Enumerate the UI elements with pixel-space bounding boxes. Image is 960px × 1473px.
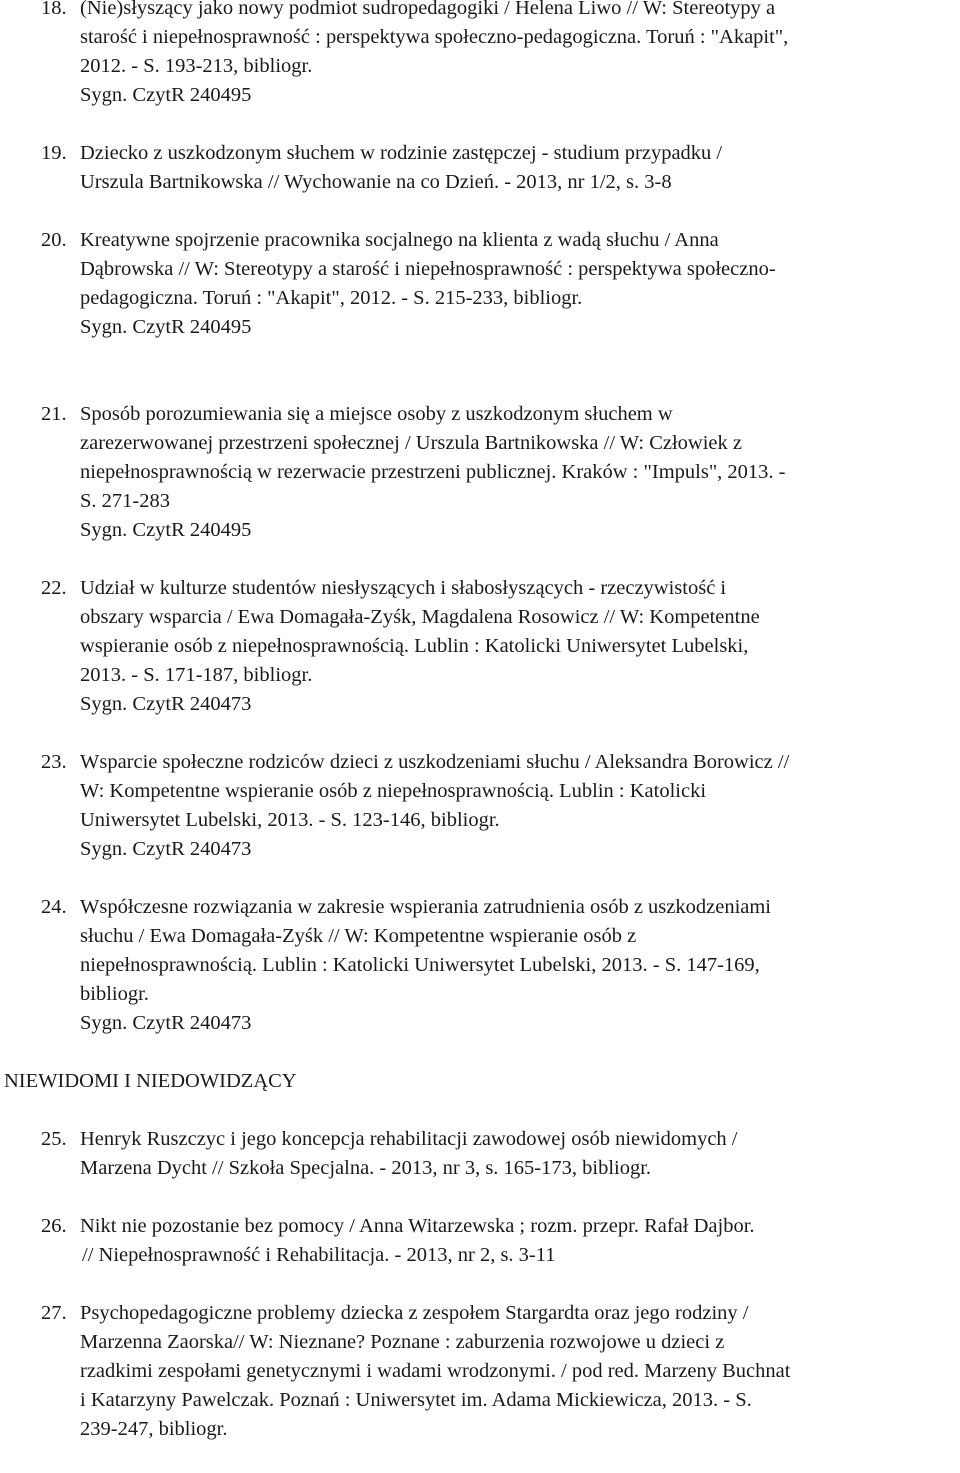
entry-signature: Sygn. CzytR 240473 bbox=[80, 693, 252, 715]
entry-signature: Sygn. CzytR 240495 bbox=[80, 316, 252, 338]
entry-number: 23. bbox=[41, 751, 67, 773]
entry-signature: Sygn. CzytR 240473 bbox=[80, 1012, 252, 1034]
entry-line: Uniwersytet Lubelski, 2013. - S. 123-146, bibliogr. bbox=[80, 809, 500, 831]
entry-line: starość i niepełnosprawność : perspektywa społeczno-pedagogiczna. Toruń : "Akapit", bbox=[80, 26, 789, 48]
entry-line: i Katarzyny Pawelczak. Poznań : Uniwersytet im. Adama Mickiewicza, 2013. - S. bbox=[80, 1389, 752, 1411]
entry-line: Henryk Ruszczyc i jego koncepcja rehabilitacji zawodowej osób niewidomych / bbox=[80, 1128, 738, 1150]
bibliography-entry-21 bbox=[0, 400, 960, 545]
entry-number: 20. bbox=[41, 229, 67, 251]
entry-number: 25. bbox=[41, 1128, 67, 1150]
entry-line: S. 271-283 bbox=[80, 490, 170, 512]
bibliography-entry-27 bbox=[0, 1299, 960, 1444]
entry-line: Nikt nie pozostanie bez pomocy / Anna Witarzewska ; rozm. przepr. Rafał Dajbor. bbox=[80, 1215, 755, 1237]
bibliography-entry-22 bbox=[0, 574, 960, 719]
entry-number: 26. bbox=[41, 1215, 67, 1237]
entry-signature: Sygn. CzytR 240473 bbox=[80, 838, 252, 860]
entry-line: Udział w kulturze studentów niesłyszących i słabosłyszących - rzeczywistość i bbox=[80, 577, 727, 599]
entry-line: Współczesne rozwiązania w zakresie wspierania zatrudnienia osób z uszkodzeniami bbox=[80, 896, 772, 918]
entry-number: 18. bbox=[41, 0, 67, 19]
entry-line: Marzena Dycht // Szkoła Specjalna. - 2013, nr 3, s. 165-173, bibliogr. bbox=[80, 1157, 652, 1179]
bibliography-entry-26 bbox=[0, 1212, 960, 1270]
entry-line: Kreatywne spojrzenie pracownika socjalnego na klienta z wadą słuchu / Anna bbox=[80, 229, 719, 251]
entry-line: Sposób porozumiewania się a miejsce osoby z uszkodzonym słuchem w bbox=[80, 403, 673, 425]
entry-line: Wsparcie społeczne rodziców dzieci z uszkodzeniami słuchu / Aleksandra Borowicz // bbox=[80, 751, 790, 773]
entry-line: // Niepełnosprawność i Rehabilitacja. - 2013, nr 2, s. 3-11 bbox=[82, 1244, 556, 1266]
entry-line: (Nie)słyszący jako nowy podmiot sudropedagogiki / Helena Liwo // W: Stereotypy a bbox=[80, 0, 776, 19]
entry-line: słuchu / Ewa Domagała-Zyśk // W: Kompetentne wspieranie osób z bbox=[80, 925, 637, 947]
entry-number: 22. bbox=[41, 577, 67, 599]
entry-line: obszary wsparcia / Ewa Domagała-Zyśk, Magdalena Rosowicz // W: Kompetentne bbox=[80, 606, 760, 628]
bibliography-entry-23 bbox=[0, 748, 960, 864]
entry-line: Psychopedagogiczne problemy dziecka z zespołem Stargardta oraz jego rodziny / bbox=[80, 1302, 749, 1324]
entry-number: 21. bbox=[41, 403, 67, 425]
entry-line: wspieranie osób z niepełnosprawnością. Lublin : Katolicki Uniwersytet Lubelski, bbox=[80, 635, 749, 657]
entry-signature: Sygn. CzytR 240495 bbox=[80, 84, 252, 106]
entry-line: rzadkimi zespołami genetycznymi i wadami wrodzonymi. / pod red. Marzeny Buchnat bbox=[80, 1360, 791, 1382]
entry-number: 27. bbox=[41, 1302, 67, 1324]
entry-line: 2012. - S. 193-213, bibliogr. bbox=[80, 55, 313, 77]
entry-line: Urszula Bartnikowska // Wychowanie na co Dzień. - 2013, nr 1/2, s. 3-8 bbox=[80, 171, 672, 193]
bibliography-entry-24 bbox=[0, 893, 960, 1038]
bibliography-entry-19 bbox=[0, 139, 960, 197]
entry-line: Dąbrowska // W: Stereotypy a starość i niepełnosprawność : perspektywa społeczno- bbox=[80, 258, 776, 280]
bibliography-entry-18 bbox=[0, 0, 960, 110]
bibliography-entry-20 bbox=[0, 226, 960, 342]
bibliography-entry-25 bbox=[0, 1125, 960, 1183]
entry-line: Marzenna Zaorska// W: Nieznane? Poznane : zaburzenia rozwojowe u dzieci z bbox=[80, 1331, 725, 1353]
entry-line: niepełnosprawnością w rezerwacie przestrzeni publicznej. Kraków : "Impuls", 2013. - bbox=[80, 461, 786, 483]
entry-line: Dziecko z uszkodzonym słuchem w rodzinie zastępczej - studium przypadku / bbox=[80, 142, 723, 164]
entry-line: 2013. - S. 171-187, bibliogr. bbox=[80, 664, 313, 686]
entry-signature: Sygn. CzytR 240495 bbox=[80, 519, 252, 541]
entry-number: 19. bbox=[41, 142, 67, 164]
entry-line: pedagogiczna. Toruń : "Akapit", 2012. - S. 215-233, bibliogr. bbox=[80, 287, 583, 309]
entry-line: bibliogr. bbox=[80, 983, 149, 1005]
entry-number: 24. bbox=[41, 896, 67, 918]
entry-line: niepełnosprawnością. Lublin : Katolicki Uniwersytet Lubelski, 2013. - S. 147-169, bbox=[80, 954, 760, 976]
section-heading: NIEWIDOMI I NIEDOWIDZĄCY bbox=[4, 1070, 297, 1092]
entry-line: 239-247, bibliogr. bbox=[80, 1418, 228, 1440]
entry-line: W: Kompetentne wspieranie osób z niepełnosprawnością. Lublin : Katolicki bbox=[80, 780, 707, 802]
entry-line: zarezerwowanej przestrzeni społecznej / Urszula Bartnikowska // W: Człowiek z bbox=[80, 432, 742, 454]
